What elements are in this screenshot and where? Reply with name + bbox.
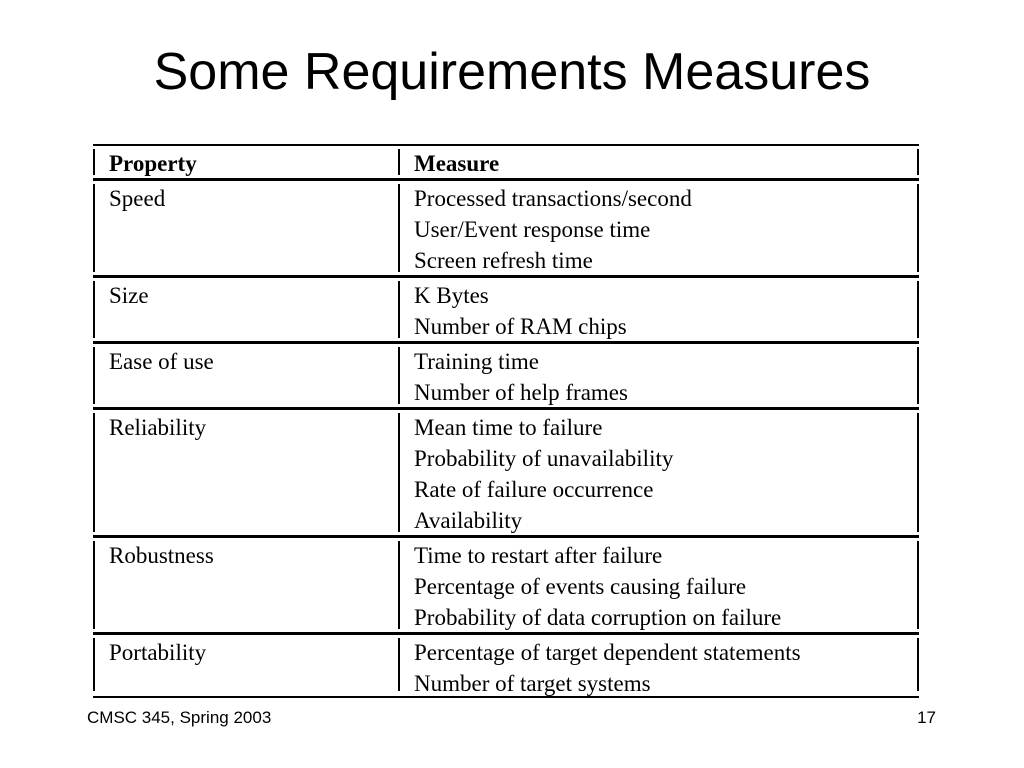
table-header-row xyxy=(93,146,919,181)
measure-item: Training time xyxy=(414,349,540,374)
slide-title: Some Requirements Measures xyxy=(153,43,871,101)
table-row xyxy=(93,181,919,278)
measure-item: K Bytes xyxy=(414,283,489,308)
measure-item: Availability xyxy=(414,508,523,533)
requirements-table xyxy=(93,144,919,698)
table-border-left xyxy=(93,638,95,691)
measure-item: Number of target systems xyxy=(414,671,651,696)
measure-item: Percentage of target dependent statements xyxy=(414,640,801,665)
table-border-right xyxy=(917,541,919,629)
property-cell: Speed xyxy=(109,186,166,211)
table-border-left xyxy=(93,541,95,629)
measure-cell xyxy=(414,183,692,276)
table-border-right xyxy=(917,638,919,691)
table-border-left xyxy=(93,149,95,175)
measure-item: Probability of data corruption on failure xyxy=(414,605,782,630)
column-divider xyxy=(398,184,400,272)
header-property: Property xyxy=(109,151,197,176)
property-cell: Portability xyxy=(109,640,207,665)
measure-item: Time to restart after failure xyxy=(414,543,663,568)
column-divider xyxy=(398,638,400,691)
table-row xyxy=(93,410,919,538)
table-border-right xyxy=(917,413,919,532)
measure-cell xyxy=(414,412,673,536)
column-divider xyxy=(398,541,400,629)
measure-item: Screen refresh time xyxy=(414,248,593,273)
column-divider xyxy=(398,281,400,338)
column-divider xyxy=(398,149,400,175)
measure-item: Rate of failure occurrence xyxy=(414,477,654,502)
table-border-right xyxy=(917,149,919,175)
property-cell: Robustness xyxy=(109,543,214,568)
table-border-right xyxy=(917,184,919,272)
table-border-left xyxy=(93,281,95,338)
measure-cell xyxy=(414,540,781,633)
measure-item: Mean time to failure xyxy=(414,415,603,440)
measure-cell xyxy=(414,637,801,699)
measure-item: Percentage of events causing failure xyxy=(414,574,747,599)
table-row xyxy=(93,344,919,410)
table-row xyxy=(93,278,919,344)
measure-cell xyxy=(414,280,627,342)
property-cell: Size xyxy=(109,283,149,308)
table-border-left xyxy=(93,413,95,532)
measure-cell xyxy=(414,346,628,408)
table-border-right xyxy=(917,281,919,338)
table-border-left xyxy=(93,184,95,272)
column-divider xyxy=(398,347,400,404)
measure-item: User/Event response time xyxy=(414,217,651,242)
footer-course-label: CMSC 345, Spring 2003 xyxy=(87,708,272,727)
property-cell: Ease of use xyxy=(109,349,214,374)
table-border-right xyxy=(917,347,919,404)
measure-item: Number of help frames xyxy=(414,380,628,405)
table-border-left xyxy=(93,347,95,404)
column-divider xyxy=(398,413,400,532)
measure-item: Number of RAM chips xyxy=(414,314,627,339)
table-row xyxy=(93,538,919,635)
measure-item: Probability of unavailability xyxy=(414,446,674,471)
footer-page-number: 17 xyxy=(917,708,936,727)
measure-item: Processed transactions/second xyxy=(414,186,692,211)
table-row xyxy=(93,635,919,694)
header-measure: Measure xyxy=(414,151,500,176)
property-cell: Reliability xyxy=(109,415,207,440)
